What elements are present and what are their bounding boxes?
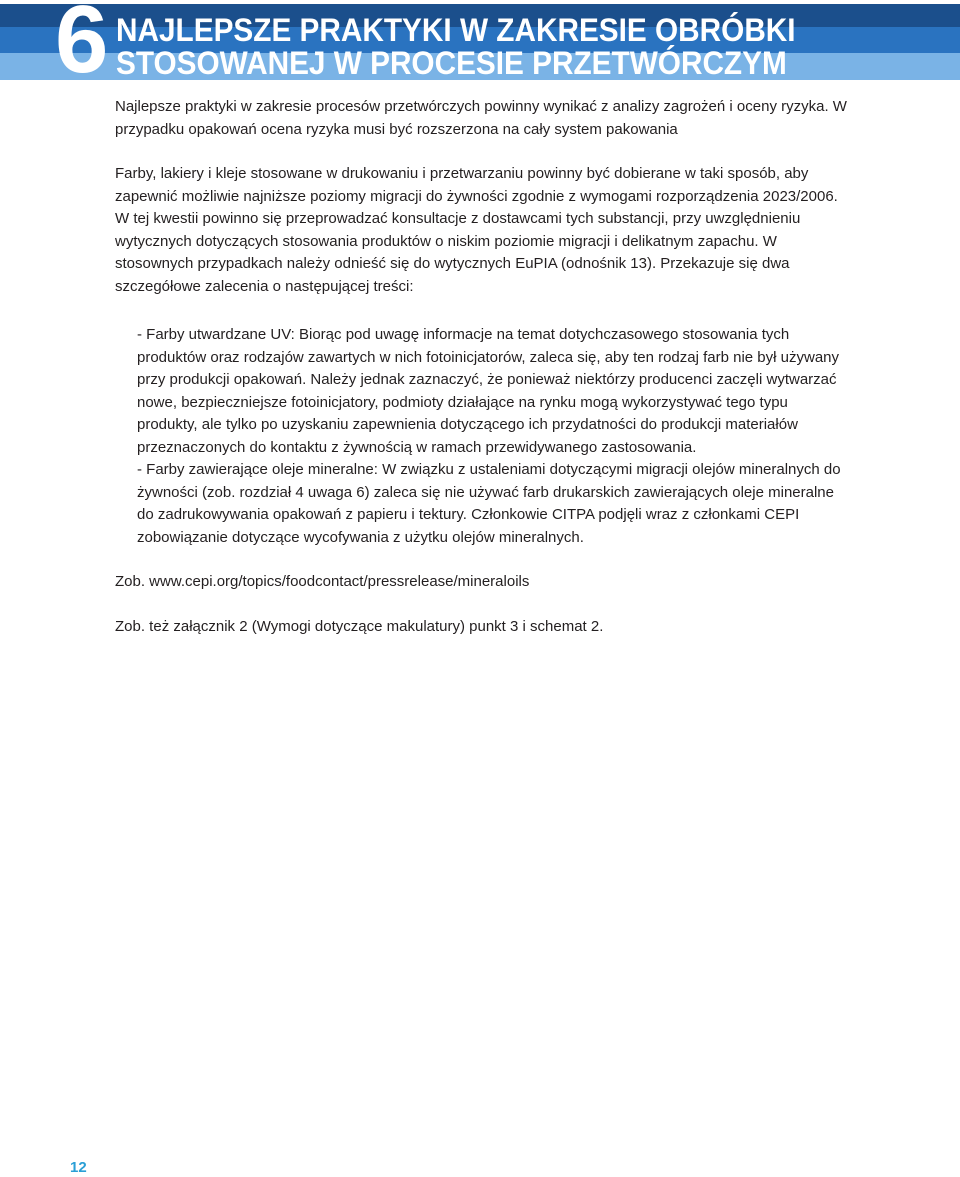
recommendation-mineral-oil-inks: - Farby zawierające oleje mineralne: W związku z ustaleniami dotyczącymi migracji olejów mineralnych do żywności (zob. rozdział 4 uwaga 6) zaleca się nie używać farb drukarskich zawierających oleje mineralne do zadrukowywania opakowań z papieru i tektury. Członkowie CITPA podjęli wraz z członkami CEPI zobowiązanie dotyczące wycofywania z użytku olejów mineralnych. bbox=[137, 461, 841, 546]
reference-annex: Zob. też załącznik 2 (Wymogi dotyczące makulatury) punkt 3 i schemat 2. bbox=[115, 617, 604, 635]
reference-cepi: Zob. www.cepi.org/topics/foodcontact/pressrelease/mineraloils bbox=[115, 573, 530, 590]
chapter-number: 6 bbox=[55, 0, 107, 93]
chapter-header bbox=[0, 0, 960, 93]
recommendations-list bbox=[115, 324, 850, 549]
inks-paragraph: Farby, lakiery i kleje stosowane w drukowaniu i przetwarzaniu powinny być dobierane w taki sposób, aby zapewnić możliwie najniższe poziomy migracji do żywności zgodnie z wymogami rozporządzenia 2023/2006. W tej kwestii powinno się przeprowadzać konsultacje z dostawcami tych substancji, przy uwzględnieniu wytycznych dotyczących stosowania produktów o niskim poziomie migracji i delikatnym zapachu. W stosownych przypadkach należy odnieść się do wytycznych EuPIA (odnośnik 13). Przekazuje się dwa szczegółowe zalecenia o następującej treści: bbox=[115, 165, 838, 295]
recommendation-uv-inks: - Farby utwardzane UV: Biorąc pod uwagę informacje na temat dotychczasowego stosowania tych produktów oraz rodzajów zawartych w nich fotoinicjatorów, zaleca się, aby ten rodzaj farb nie był używany przy produkcji opakowań. Należy jednak zaznaczyć, że ponieważ niektórzy producenci zaczęli wytwarzać nowe, bezpieczniejsze fotoinicjatory, podmioty działające na rynku mogą wykorzystywać tego typu produkty, ale tylko po uzyskaniu zapewnienia dotyczącego ich przydatności do produkcji materiałów przeznaczonych do kontaktu z żywnością w ramach przewidywanego zastosowania. bbox=[137, 326, 840, 456]
chapter-title-line-2: STOSOWANEJ W PROCESIE PRZETWÓRCZYM bbox=[116, 45, 787, 81]
page-content bbox=[115, 96, 850, 638]
intro-paragraph: Najlepsze praktyki w zakresie procesów przetwórczych powinny wynikać z analizy zagrożeń i oceny ryzyka. W przypadku opakowań ocena ryzyka musi być rozszerzona na cały system pakowania bbox=[115, 98, 847, 138]
page-number: 12 bbox=[70, 1159, 87, 1176]
chapter-title bbox=[116, 14, 796, 80]
chapter-title-line-1: NAJLEPSZE PRAKTYKI W ZAKRESIE OBRÓBKI bbox=[116, 12, 796, 48]
